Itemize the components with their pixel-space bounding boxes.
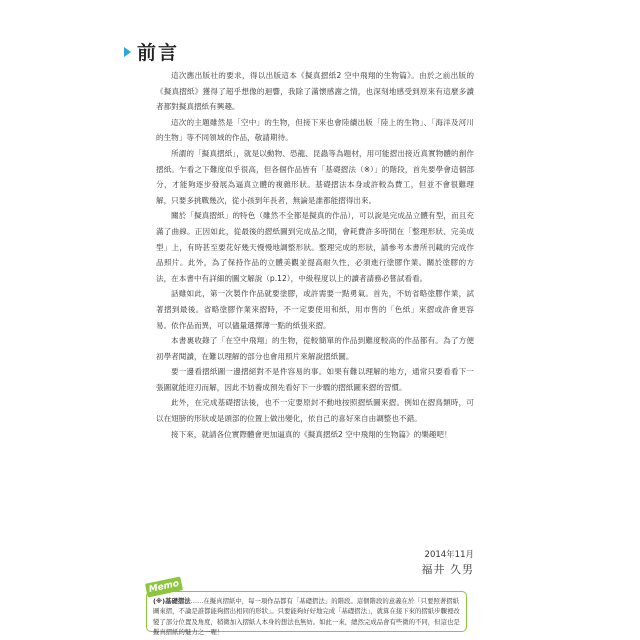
paragraph: 這次的主題雖然是「空中」的生物，但接下來也會陸續出版「陸上的生物」、「海洋及河川的生物」等不同領域的作品，敬請期待。 [156, 117, 474, 143]
paragraph: 接下來，就請各位實際體會更加逼真的《擬真摺紙2 空中飛翔的生物篇》的樂趣吧！ [171, 429, 452, 439]
page-heading [124, 38, 179, 65]
paragraph: 要一邊看摺紙圖一邊摺絕對不是件容易的事。如果有難以理解的地方，通常只要看看下一張圖就能迎刃而解，因此不妨養成預先看好下一步驟的摺紙圖來摺的習慣。 [156, 367, 474, 392]
paragraph: 此外，在完成基礎摺法後，也不一定要原封不動地按照摺紙圖來摺。例如在摺鳥類時，可以在翅膀的形狀或是頭部的位置上做出變化，依自己的喜好來自由調整也不錯。 [156, 398, 474, 424]
paragraph: 話雖如此，第一次製作作品就要塗膠，或許需要一點勇氣。首先，不妨省略塗膠作業，試著摺到最後。省略塗膠作業來摺時，不一定要使用和紙，用市售的「色紙」來摺或許會更容易。依作品而異，可以儘量選擇薄一點的紙張來摺。 [156, 289, 474, 330]
signature-author: 福井 久男 [421, 563, 474, 576]
memo-text [153, 596, 460, 638]
memo-tag: Memo [145, 576, 183, 597]
signature-date: 2014年11月 [424, 550, 474, 560]
paragraph: 關於「擬真摺紙」的特色（雖然不全都是擬真的作品），可以說是完成品立體有型，而且充滿了曲線。正因如此，從最後的摺紙圖到完成品之間，會耗費許多時間在「整理形狀、完美成型」上，有時甚至要花好幾天慢慢地調整形狀。整理完成的形狀，請參考本書所刊載的完成作品照片。此外，為了保持作品的立體美觀並提高耐久性，必須進行塗膠作業。關於塗膠的方法，在本書中有詳細的圖文解說（p.12），中級程度以上的讀者請務必嘗試看看。 [156, 211, 474, 283]
memo-key: (※)基礎摺法 [153, 597, 191, 605]
preface-body [156, 68, 474, 442]
memo-box [146, 591, 467, 637]
paragraph: 本書裏收錄了「在空中飛翔」的生物，從較簡單的作品到難度較高的作品都有。為了方便初學者閱讀，在難以理解的部分也會用照片來解說摺紙圖。 [156, 336, 474, 361]
memo-body: ……在擬真摺紙中，每一項作品都有「基礎摺法」的階段。這個階段的意義在於「只要照著摺紙圖來摺，不論是誰都能夠摺出相同的形狀」。只要能夠好好地完成「基礎摺法」，就算在接下來的摺紙步驟裡改變了部分位置及角度，稍微加入摺紙人本身的想法也無妨。如此一來，總然完成品會有些微的不同，但這也是擬真摺紙的魅力之一喔！ [153, 597, 460, 637]
triangle-bullet-icon [124, 47, 131, 57]
paragraph: 所謂的「擬真摺紙」，就是以動物、恐龍、昆蟲等為題材，用可能摺出接近真實物體的創作摺紙。乍看之下難度似乎很高，但各個作品皆有「基礎摺法（※）」的階段，首先要學會這個部分，才能夠逐步發展為逼真立體的複雜形狀。基礎摺法本身或許較為費工，但並不會很難理解，只要多挑戰幾次，從小孩到年長者，無論是誰都能摺得出來。 [156, 148, 474, 205]
paragraph: 這次應出版社的要求，得以出版這本《擬真摺紙2 空中飛翔的生物篇》。由於之前出版的《擬真摺紙》獲得了超乎想像的迴響，我除了滿懷感謝之情，也深刻地感受到原來有這麼多讀者都對擬真摺紙有興趣。 [156, 71, 474, 112]
page-title: 前言 [137, 42, 180, 64]
